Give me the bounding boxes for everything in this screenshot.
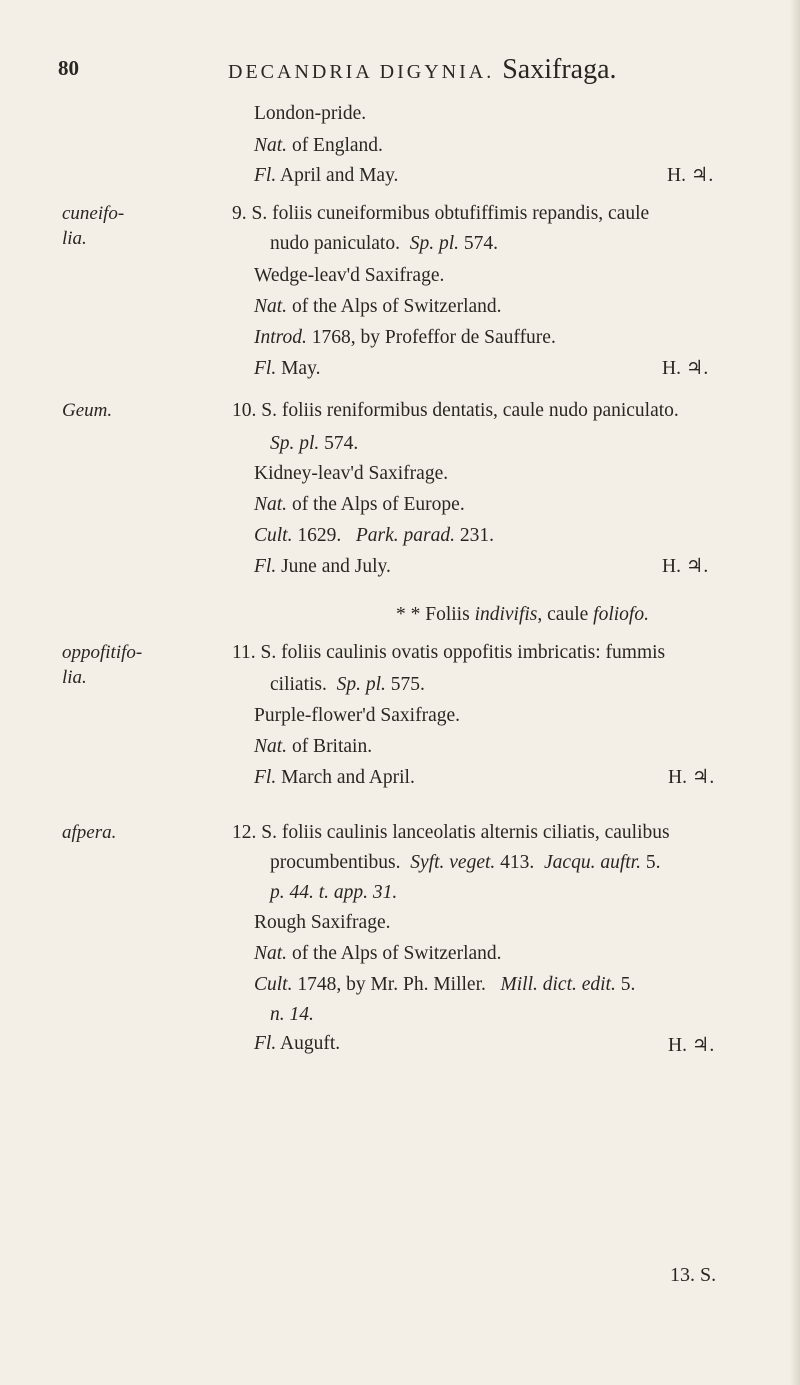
flower-line bbox=[254, 163, 398, 189]
page-edge bbox=[790, 0, 800, 1385]
ref-text: 413. bbox=[495, 852, 535, 873]
heading-text: * * Foliis bbox=[396, 604, 475, 625]
species-description: 11. S. foliis caulinis ovatis oppofitis imbricatis: fummis bbox=[232, 642, 666, 663]
fl-text: April and May. bbox=[276, 165, 399, 186]
cult-text: 1748, by Mr. Ph. Miller. bbox=[292, 974, 486, 995]
nat-label: Nat. bbox=[254, 943, 288, 964]
margin-name: Geum. bbox=[62, 400, 113, 421]
species-description: 9. S. foliis cuneiformibus obtufiffimis repandis, caule bbox=[232, 203, 650, 224]
fl-label: Fl. bbox=[254, 358, 277, 379]
nat-label: Nat. bbox=[254, 494, 288, 515]
flower-line bbox=[254, 1031, 340, 1057]
species-description: 12. S. foliis caulinis lanceolatis alternis ciliatis, caulibus bbox=[232, 822, 670, 843]
flower-line bbox=[254, 356, 320, 382]
ref-label: Sp. pl. bbox=[270, 433, 320, 454]
common-name: London-pride. bbox=[254, 103, 367, 124]
common-name: Rough Saxifrage. bbox=[254, 912, 391, 933]
nat-text: of England. bbox=[287, 135, 383, 156]
species-description: 10. S. foliis reniformibus dentatis, caule nudo paniculato. bbox=[232, 400, 679, 421]
ref-text: 574. bbox=[459, 233, 499, 254]
habit: H. ♃. bbox=[662, 358, 709, 379]
nat-text: of the Alps of Switzerland. bbox=[287, 296, 502, 317]
fl-text: Auguft. bbox=[276, 1033, 341, 1054]
ref-text: 574. bbox=[319, 433, 359, 454]
nat-label: Nat. bbox=[254, 736, 288, 757]
section-heading bbox=[396, 604, 649, 626]
margin-name: afpera. bbox=[62, 822, 117, 843]
flower-line bbox=[254, 554, 391, 580]
flower-line bbox=[254, 765, 415, 791]
description-cont2: p. 44. t. app. 31. bbox=[270, 882, 398, 903]
ref-text: 575. bbox=[385, 674, 425, 695]
cult-ref-text: 231. bbox=[454, 525, 494, 546]
cont-text: procumbentibus. bbox=[270, 852, 401, 873]
fl-label: Fl. bbox=[254, 1033, 277, 1054]
habit: H. ♃. bbox=[667, 165, 714, 186]
heading-italic: foliofo. bbox=[593, 604, 649, 625]
introd-text: 1768, by Profeffor de Sauffure. bbox=[306, 327, 556, 348]
fl-text: March and April. bbox=[276, 767, 415, 788]
reference-line bbox=[270, 431, 358, 457]
ref-label: Syft. veget. bbox=[410, 852, 496, 873]
native-line bbox=[254, 133, 383, 159]
ref2-text: 5. bbox=[640, 852, 661, 873]
fl-text: May. bbox=[276, 358, 321, 379]
description-cont bbox=[270, 850, 660, 876]
fl-label: Fl. bbox=[254, 767, 277, 788]
margin-text: cuneifo- lia. bbox=[62, 203, 125, 249]
cult-ref-text: 5. bbox=[615, 974, 636, 995]
native-line bbox=[254, 294, 502, 320]
ref2-label: Jacqu. auftr. bbox=[544, 852, 641, 873]
page-number: 80 bbox=[58, 56, 79, 80]
cont-text: ciliatis. bbox=[270, 674, 327, 695]
margin-text: oppofitifo- lia. bbox=[62, 642, 143, 688]
nat-text: of the Alps of Europe. bbox=[287, 494, 465, 515]
introd-label: Introd. bbox=[254, 327, 307, 348]
habit: H. ♃. bbox=[668, 1035, 715, 1056]
margin-name bbox=[62, 201, 124, 251]
margin-name bbox=[62, 640, 142, 690]
cult-ref-label: Mill. dict. edit. bbox=[500, 974, 616, 995]
ref-label: Sp. pl. bbox=[409, 233, 460, 254]
description-cont3: n. 14. bbox=[270, 1004, 314, 1025]
common-name: Wedge-leav'd Saxifrage. bbox=[254, 265, 445, 286]
catchword: 13. S. bbox=[670, 1264, 717, 1286]
running-header bbox=[228, 54, 617, 86]
ref-label: Sp. pl. bbox=[336, 674, 386, 695]
habit: H. ♃. bbox=[668, 767, 715, 788]
cult-label: Cult. bbox=[254, 974, 293, 995]
common-name: Purple-flower'd Saxifrage. bbox=[254, 705, 461, 726]
cult-label: Cult. bbox=[254, 525, 293, 546]
common-name: Kidney-leav'd Saxifrage. bbox=[254, 463, 449, 484]
native-line bbox=[254, 941, 502, 967]
introduced-line bbox=[254, 325, 556, 351]
heading-italic: indivifis bbox=[474, 604, 538, 625]
fl-label: Fl. bbox=[254, 165, 277, 186]
nat-text: of the Alps of Switzerland. bbox=[287, 943, 502, 964]
nat-label: Nat. bbox=[254, 296, 288, 317]
genus-title: Saxifraga. bbox=[502, 54, 617, 85]
heading-text: , caule bbox=[537, 604, 594, 625]
nat-text: of Britain. bbox=[287, 736, 373, 757]
habit: H. ♃. bbox=[662, 556, 709, 577]
cultivated-line bbox=[254, 972, 635, 998]
fl-text: June and July. bbox=[276, 556, 391, 577]
cult-ref-label: Park. parad. bbox=[355, 525, 455, 546]
native-line bbox=[254, 734, 372, 760]
description-cont bbox=[270, 672, 425, 698]
native-line bbox=[254, 492, 465, 518]
cult-text: 1629. bbox=[292, 525, 342, 546]
nat-label: Nat. bbox=[254, 135, 288, 156]
description-cont bbox=[270, 231, 498, 257]
cultivated-line bbox=[254, 523, 494, 549]
section-title: DECANDRIA DIGYNIA. bbox=[228, 61, 495, 83]
fl-label: Fl. bbox=[254, 556, 277, 577]
cont-text: nudo paniculato. bbox=[270, 233, 400, 254]
